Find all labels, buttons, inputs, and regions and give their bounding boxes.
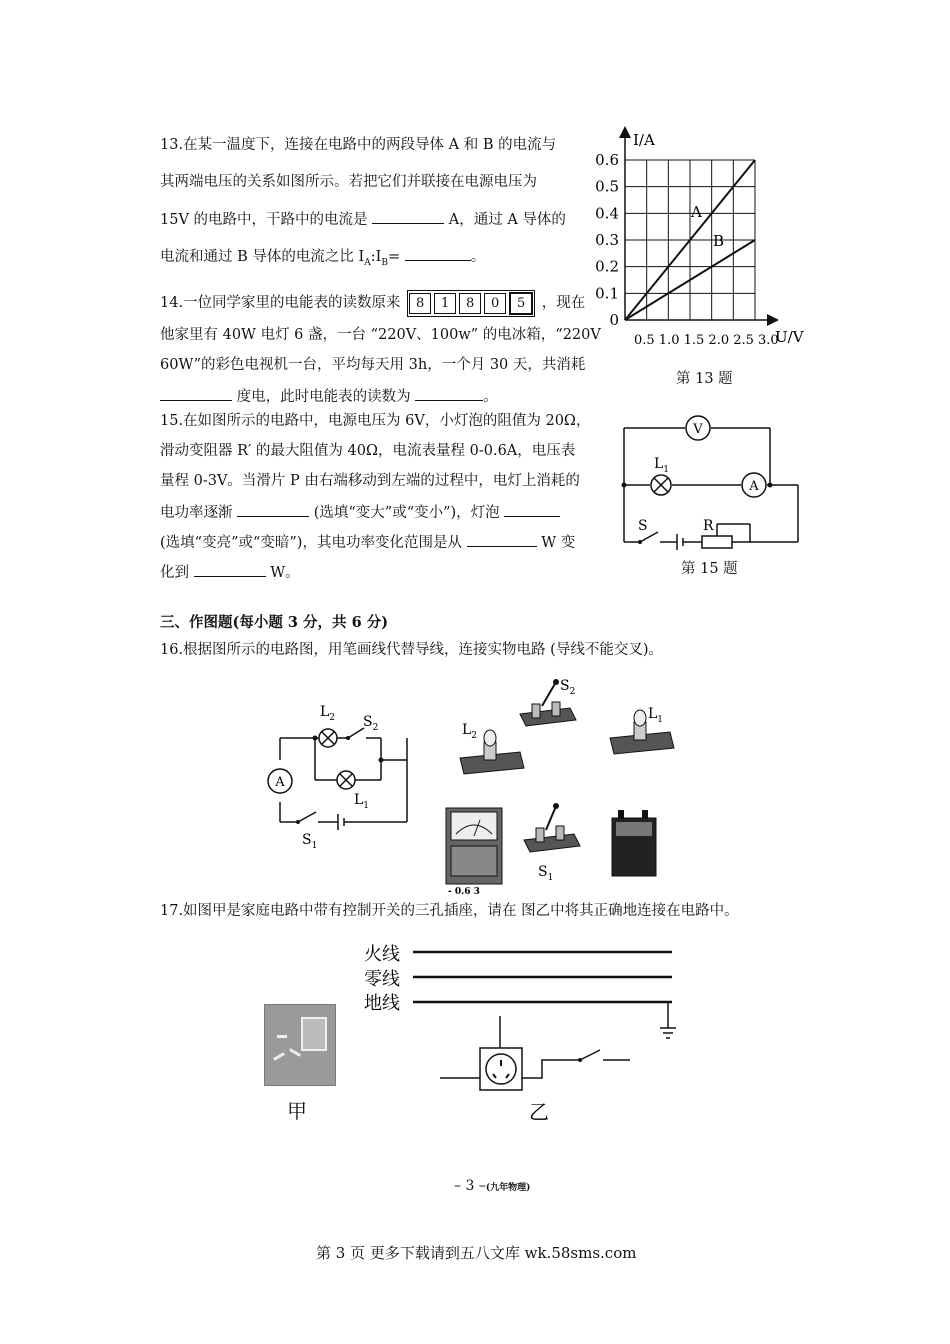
l2-subscript: 2 [471, 731, 478, 741]
control-switch-icon [578, 1050, 630, 1062]
l1-letter: L [354, 792, 364, 808]
rheostat-label: R [703, 518, 714, 534]
socket-switch-icon [301, 1017, 327, 1051]
meter-digit: 8 [409, 293, 431, 314]
subscript-a: A [364, 257, 371, 268]
lamp-label [654, 456, 669, 475]
q14-line-4-end: 。 [483, 389, 498, 405]
s1-letter: S [302, 832, 312, 848]
y-tick-label: 0.6 [595, 151, 619, 169]
l1-label [354, 792, 369, 811]
q13-caption: 第 13 题 [676, 371, 733, 387]
q15-line-4a: 电功率逐渐 [160, 505, 233, 521]
meter-reading [407, 290, 535, 317]
q13-line-4 [160, 246, 485, 272]
x-tick-labels: 0.5 1.0 1.5 2.0 2.5 3.0 [634, 333, 779, 348]
q14-line-3: 60W”的彩色电视机一台，平均每天用 3h，一个月 30 天，共消耗 [160, 357, 586, 373]
y-tick-label: 0 [609, 311, 619, 329]
s2-letter: S [560, 678, 570, 694]
lamp-icon [651, 475, 671, 495]
answer-blank[interactable] [467, 532, 537, 547]
meter-digit-decimal: 5 [509, 292, 533, 315]
answer-blank[interactable] [405, 246, 471, 261]
q17-text: 17.如图甲是家庭电路中带有控制开关的三孔插座，请在 图乙中将其正确地连接在电路中。 [160, 903, 739, 919]
ammeter-icon [742, 473, 766, 497]
footer-text: 第 3 页 更多下载请到五八文库 wk.58sms.com [316, 1244, 637, 1262]
answer-blank[interactable] [160, 386, 232, 401]
ground-wire-label: 地线 [364, 993, 400, 1014]
q14-line-4a: 度电，此时电能表的读数为 [236, 389, 411, 405]
l2-subscript: 2 [329, 713, 336, 723]
answer-blank[interactable] [415, 386, 483, 401]
q15-line-5 [160, 532, 575, 552]
y-tick-label: 0.2 [595, 257, 619, 276]
s1-subscript: 1 [311, 841, 318, 848]
x-axis-label: U/V [775, 328, 804, 346]
q16-circuit [260, 698, 420, 848]
q15-circuit [610, 410, 810, 560]
ratio-colon: :I [370, 249, 382, 265]
q13-line-4-end: 。 [470, 249, 486, 265]
lamp-letter: L [654, 456, 664, 472]
y-axis-label: I/A [633, 131, 655, 149]
s1-label [302, 832, 317, 848]
l2-letter: L [320, 704, 330, 720]
q13-line-3b: A，通过 A 导体的 [448, 212, 566, 228]
lamp-l2-icon [319, 729, 337, 747]
q15-line-6b: W。 [270, 565, 300, 581]
l1-subscript: 1 [657, 715, 664, 725]
l2-letter: L [462, 722, 472, 738]
label-b: 乙 [529, 1100, 549, 1124]
s1-label [538, 864, 553, 883]
ground-symbol-icon [660, 1002, 676, 1038]
q14-line-4 [160, 386, 498, 406]
ratio-equals: = [387, 249, 401, 265]
q15-line-5b: W 变 [541, 535, 576, 551]
l1-letter: L [648, 706, 658, 722]
s2-subscript: 2 [372, 723, 379, 733]
line-a-label: A [691, 203, 702, 221]
q13-line-3 [160, 209, 566, 229]
page-number-value: – 3 – [454, 1178, 486, 1194]
subscript-b: B [381, 257, 388, 268]
q13-line-4a: 电流和通过 B 导体的电流之比 I [160, 249, 365, 265]
section-heading: 三、作图题(每小题 3 分，共 6 分) [160, 614, 389, 631]
y-tick-label: 0.5 [595, 177, 619, 196]
answer-blank[interactable] [504, 502, 560, 517]
socket-hole-icon [273, 1052, 285, 1061]
lamp-holder-l1-icon [610, 710, 674, 754]
y-tick-label: 0.3 [595, 231, 619, 249]
neutral-wire-label: 零线 [364, 969, 400, 990]
switch-label: S [638, 518, 648, 534]
s1-letter: S [538, 864, 548, 880]
meter-digit: 8 [459, 293, 481, 314]
live-wire-label: 火线 [364, 944, 400, 965]
l2-label [462, 722, 477, 741]
s2-label [560, 678, 575, 697]
q16-text: 16.根据图所示的电路图，用笔画线代替导线，连接实物电路 (导线不能交叉)。 [160, 642, 663, 658]
q15-line-2: 滑动变阻器 R′ 的最大阻值为 40Ω，电流表量程 0-0.6A，电压表 [160, 443, 576, 459]
ammeter-device-icon [446, 808, 502, 884]
page-tag: (九年物理) [485, 1183, 531, 1193]
y-tick-labels [595, 151, 619, 329]
voltmeter-icon [686, 416, 710, 440]
socket-hole-icon [277, 1035, 287, 1038]
q15-line-1: 15.在如图所示的电路中，电源电压为 6V，小灯泡的阻值为 20Ω， [160, 413, 591, 429]
line-b-label: B [713, 232, 725, 250]
socket-hole-icon [289, 1048, 301, 1057]
q15-caption: 第 15 题 [681, 561, 738, 577]
q15-line-3: 量程 0-3V。当滑片 P 由右端移动到左端的过程中，电灯上消耗的 [160, 473, 580, 489]
ammeter-icon [268, 769, 292, 793]
socket-photo [264, 1004, 336, 1086]
q16-components [430, 672, 690, 897]
q13-graph [585, 120, 825, 400]
q14-line-1b: ，现在 [541, 295, 586, 311]
y-tick-label: 0.1 [595, 284, 619, 303]
q14-line-1 [160, 290, 585, 312]
s2-subscript: 2 [569, 687, 576, 697]
s2-letter: S [363, 714, 373, 730]
meter-digit: 0 [484, 293, 506, 314]
answer-blank[interactable] [194, 562, 266, 577]
q15-line-4b: (选填“变大”或“变小”)，灯泡 [313, 505, 500, 521]
s1-subscript: 1 [547, 873, 554, 883]
voltmeter-label: V [693, 422, 703, 437]
q15-line-5a: (选填“变亮”或“变暗”)，其电功率变化范围是从 [160, 535, 462, 551]
battery-icon [612, 810, 656, 876]
q15-line-6 [160, 562, 300, 582]
l2-label [320, 704, 335, 723]
q14-line-1a: 14.一位同学家里的电能表的读数原来 [160, 295, 401, 311]
q15-line-4 [160, 502, 560, 522]
ammeter-label: A [275, 775, 285, 790]
label-a: 甲 [287, 1099, 307, 1123]
meter-digit: 1 [434, 293, 456, 314]
meter-scale-labels: - 0.6 3 [448, 887, 480, 897]
lamp-subscript: 1 [663, 465, 670, 475]
switch-s1-icon [524, 803, 580, 852]
page-number [454, 1178, 530, 1194]
q15-line-6a: 化到 [160, 565, 189, 581]
three-hole-socket-icon [440, 1016, 578, 1090]
q14-line-2: 他家里有 40W 电灯 6 盏，一台 “220V、100w” 的电冰箱，“220V [160, 327, 601, 343]
l1-subscript: 1 [363, 801, 370, 811]
lamp-l1-icon [337, 771, 355, 789]
ammeter-label: A [749, 479, 759, 494]
q13-line-3a: 15V 的电路中，干路中的电流是 [160, 212, 368, 228]
l1-label [648, 706, 663, 725]
q13-line-1: 13.在某一温度下，连接在电路中的两段导体 A 和 B 的电流与 [160, 137, 557, 153]
answer-blank[interactable] [372, 209, 444, 224]
y-tick-label: 0.4 [595, 204, 619, 223]
s2-label [363, 714, 378, 733]
q13-line-2: 其两端电压的关系如图所示。若把它们并联接在电源电压为 [160, 174, 537, 190]
answer-blank[interactable] [237, 502, 309, 517]
